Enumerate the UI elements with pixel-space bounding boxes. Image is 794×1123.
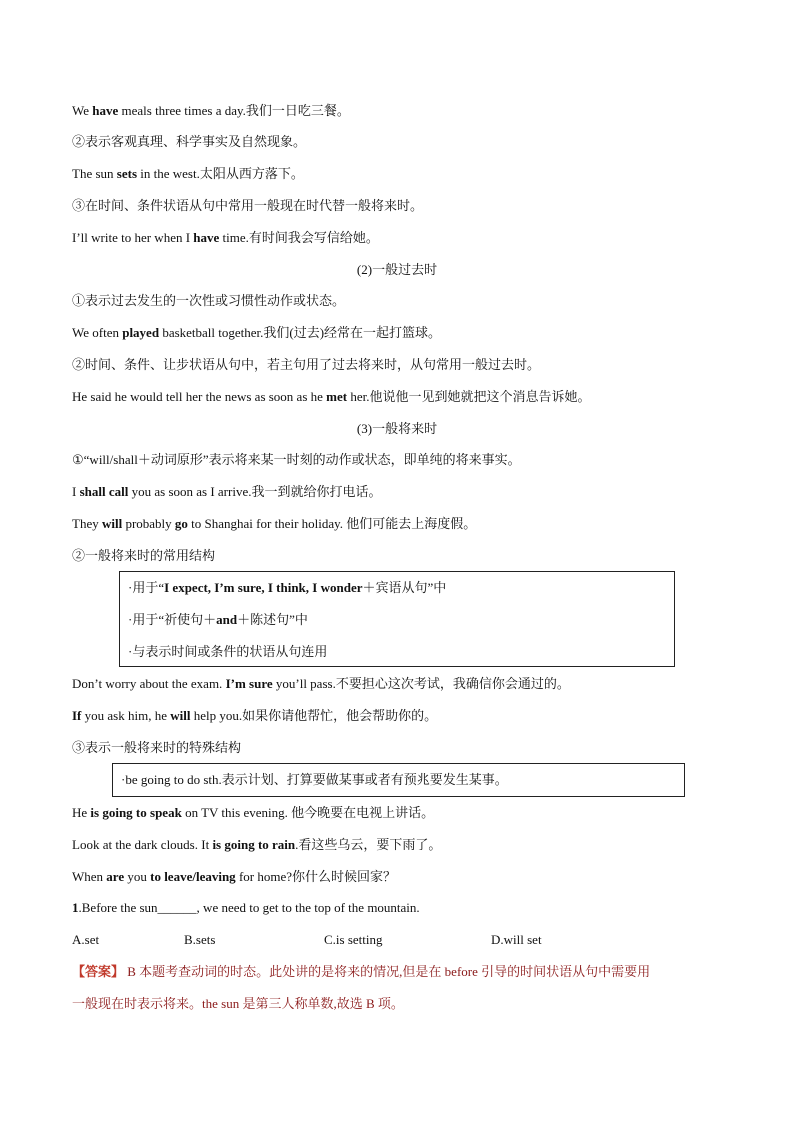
rule-3-clauses: ③在时间、条件状语从句中常用一般现在时代替一般将来时。 bbox=[72, 198, 424, 213]
option-d: D.will set bbox=[491, 932, 542, 947]
example-will-go: They will probably go to Shanghai for their holiday. 他们可能去上海度假。 bbox=[72, 516, 477, 531]
example-if-ask-him: If you ask him, he will help you.如果你请他帮忙，他会帮助你的。 bbox=[72, 708, 438, 723]
example-going-to-speak: He is going to speak on TV this evening. 他今晚要在电视上讲话。 bbox=[72, 805, 435, 820]
special-structure-item: ·be going to do sth.表示计划、打算要做某事或者有预兆要发生某事。 bbox=[121, 772, 508, 787]
example-going-to-rain: Look at the dark clouds. It is going to rain.看这些乌云，要下雨了。 bbox=[72, 837, 442, 852]
rule-2-truths: ②表示客观真理、科学事实及自然现象。 bbox=[72, 134, 307, 149]
example-met-her: He said he would tell her the news as soon as he met her.他说他一见到她就把这个消息告诉她。 bbox=[72, 389, 591, 404]
past-rule-1: ①表示过去发生的一次性或习惯性动作或状态。 bbox=[72, 293, 346, 308]
future-rule-3-heading: ③表示一般将来时的特殊结构 bbox=[72, 740, 242, 755]
structure-item-3: ·与表示时间或条件的状语从句连用 bbox=[128, 644, 328, 659]
heading-simple-past: (2)一般过去时 bbox=[356, 262, 438, 277]
example-im-sure: Don’t worry about the exam. I’m sure you’ll pass.不要担心这次考试，我确信你会通过的。 bbox=[72, 676, 570, 691]
structure-item-2: ·用于“祈使句＋and＋陈述句”中 bbox=[128, 612, 308, 627]
example-played-basketball: We often played basketball together.我们(过去)经常在一起打篮球。 bbox=[72, 325, 442, 340]
option-a: A.set bbox=[72, 932, 100, 947]
structure-item-1: ·用于“I expect, I’m sure, I think, I wonder＋宾语从句”中 bbox=[128, 580, 447, 595]
answer-tag: 【答案】 bbox=[72, 964, 125, 979]
example-sun-sets: The sun sets in the west.太阳从西方落下。 bbox=[72, 166, 304, 181]
heading-simple-future: (3)一般将来时 bbox=[356, 421, 438, 436]
special-structure-box bbox=[112, 763, 685, 797]
structures-box bbox=[119, 571, 675, 667]
option-b: B.sets bbox=[184, 932, 216, 947]
example-have-meals: We have meals three times a day.我们一日吃三餐。 bbox=[72, 103, 350, 118]
question-1: 1.Before the sun______, we need to get to the top of the mountain. bbox=[72, 900, 420, 915]
example-write-to-her: I’ll write to her when I have time.有时间我会写信给她。 bbox=[72, 230, 379, 245]
future-rule-2-heading: ②一般将来时的常用结构 bbox=[72, 548, 216, 563]
example-shall-call: I shall call you as soon as I arrive.我一到就给你打电话。 bbox=[72, 484, 382, 499]
future-rule-1: ①“will/shall＋动词原形”表示将来某一时刻的动作或状态，即单纯的将来事实。 bbox=[72, 452, 521, 467]
option-c: C.is setting bbox=[324, 932, 383, 947]
past-rule-2: ②时间、条件、让步状语从句中，若主句用了过去将来时，从句常用一般过去时。 bbox=[72, 357, 541, 372]
example-when-leave: When are you to leave/leaving for home?你什么时候回家？ bbox=[72, 869, 396, 884]
answer-line-1: 【答案】 B 本题考查动词的时态。此处讲的是将来的情况,但是在 before 引导的时间状语从句中需要用 bbox=[72, 964, 651, 979]
answer-line-2: 一般现在时表示将来。the sun 是第三人称单数,故选 B 项。 bbox=[72, 996, 404, 1011]
